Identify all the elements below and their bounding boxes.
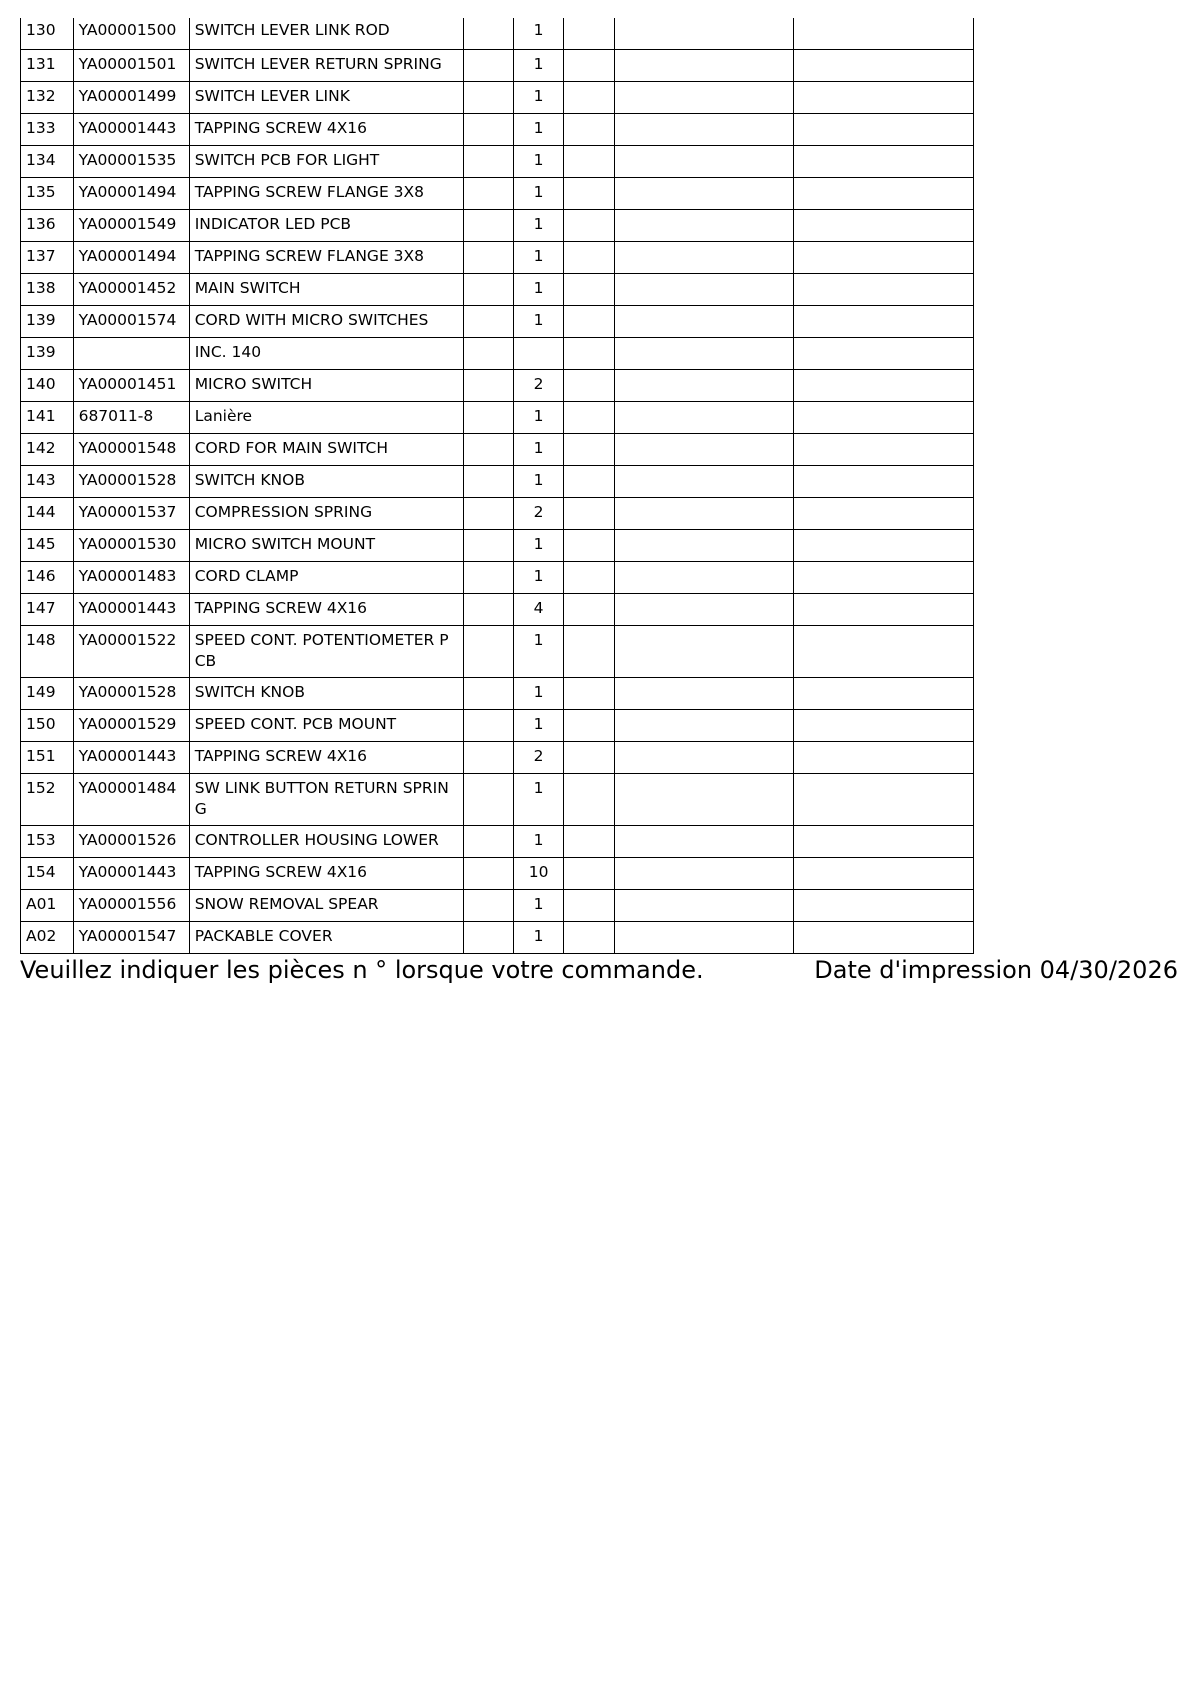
empty-cell [564,742,614,774]
empty-cell [614,826,794,858]
quantity-cell: 1 [513,274,563,306]
part-number-cell: YA00001452 [73,274,189,306]
empty-cell [614,466,794,498]
empty-cell [794,242,974,274]
table-row [21,210,974,242]
item-number-cell: 146 [21,562,74,594]
part-number-cell: YA00001484 [73,774,189,826]
empty-cell [463,678,513,710]
item-number-cell: 154 [21,858,74,890]
empty-cell [794,498,974,530]
empty-cell [794,274,974,306]
empty-cell [794,826,974,858]
empty-cell [794,370,974,402]
empty-cell [564,498,614,530]
description-cell: INDICATOR LED PCB [189,210,463,242]
empty-cell [614,678,794,710]
empty-cell [794,710,974,742]
empty-cell [564,826,614,858]
empty-cell [794,626,974,678]
empty-cell [564,466,614,498]
empty-cell [794,562,974,594]
empty-cell [463,626,513,678]
empty-cell [564,922,614,954]
item-number-cell: 138 [21,274,74,306]
part-number-cell: YA00001494 [73,178,189,210]
empty-cell [614,242,794,274]
empty-cell [794,594,974,626]
description-cell: CONTROLLER HOUSING LOWER [189,826,463,858]
empty-cell [614,146,794,178]
part-number-cell: YA00001483 [73,562,189,594]
quantity-cell: 1 [513,710,563,742]
part-number-cell: YA00001574 [73,306,189,338]
description-cell: TAPPING SCREW 4X16 [189,114,463,146]
quantity-cell [513,338,563,370]
empty-cell [614,434,794,466]
empty-cell [463,82,513,114]
item-number-cell: 145 [21,530,74,562]
table-row [21,742,974,774]
empty-cell [463,338,513,370]
item-number-cell: 136 [21,210,74,242]
empty-cell [564,50,614,82]
item-number-cell: 132 [21,82,74,114]
empty-cell [794,678,974,710]
item-number-cell: 144 [21,498,74,530]
item-number-cell: 130 [21,18,74,50]
part-number-cell: YA00001500 [73,18,189,50]
part-number-cell: YA00001494 [73,242,189,274]
item-number-cell: 137 [21,242,74,274]
empty-cell [564,146,614,178]
part-number-cell: YA00001528 [73,466,189,498]
quantity-cell: 1 [513,626,563,678]
quantity-cell: 1 [513,146,563,178]
part-number-cell: YA00001522 [73,626,189,678]
table-row [21,562,974,594]
empty-cell [614,858,794,890]
part-number-cell: YA00001530 [73,530,189,562]
quantity-cell: 2 [513,498,563,530]
table-row [21,774,974,826]
item-number-cell: 135 [21,178,74,210]
part-number-cell: YA00001547 [73,922,189,954]
print-date: Date d'impression 04/30/2026 [814,956,1178,984]
description-cell: SWITCH KNOB [189,678,463,710]
empty-cell [564,774,614,826]
empty-cell [463,594,513,626]
table-row [21,858,974,890]
empty-cell [463,242,513,274]
parts-table [20,18,974,954]
item-number-cell: 133 [21,114,74,146]
empty-cell [614,498,794,530]
empty-cell [614,50,794,82]
table-row [21,710,974,742]
empty-cell [614,178,794,210]
table-row [21,274,974,306]
description-cell: SWITCH PCB FOR LIGHT [189,146,463,178]
table-row [21,178,974,210]
empty-cell [794,466,974,498]
quantity-cell: 1 [513,890,563,922]
item-number-cell: 152 [21,774,74,826]
item-number-cell: 147 [21,594,74,626]
table-row [21,50,974,82]
empty-cell [463,114,513,146]
quantity-cell: 1 [513,466,563,498]
table-row [21,530,974,562]
part-number-cell: YA00001537 [73,498,189,530]
empty-cell [794,114,974,146]
item-number-cell: 149 [21,678,74,710]
empty-cell [564,402,614,434]
item-number-cell: 143 [21,466,74,498]
part-number-cell: YA00001535 [73,146,189,178]
empty-cell [463,18,513,50]
table-row [21,306,974,338]
description-cell: COMPRESSION SPRING [189,498,463,530]
part-number-cell: YA00001443 [73,594,189,626]
item-number-cell: 141 [21,402,74,434]
part-number-cell [73,338,189,370]
description-cell: SNOW REMOVAL SPEAR [189,890,463,922]
item-number-cell: 150 [21,710,74,742]
empty-cell [794,742,974,774]
order-instruction-note: Veuillez indiquer les pièces n ° lorsque votre commande. [20,956,704,984]
table-row [21,498,974,530]
quantity-cell: 1 [513,50,563,82]
empty-cell [463,890,513,922]
parts-table-body [21,18,974,954]
empty-cell [564,594,614,626]
table-row [21,626,974,678]
empty-cell [794,858,974,890]
description-cell: TAPPING SCREW FLANGE 3X8 [189,242,463,274]
table-row [21,434,974,466]
empty-cell [794,402,974,434]
empty-cell [564,274,614,306]
empty-cell [794,18,974,50]
table-row [21,242,974,274]
item-number-cell: 134 [21,146,74,178]
empty-cell [794,774,974,826]
table-row [21,594,974,626]
part-number-cell: YA00001549 [73,210,189,242]
quantity-cell: 1 [513,114,563,146]
table-row [21,922,974,954]
empty-cell [794,178,974,210]
item-number-cell: 153 [21,826,74,858]
table-row [21,890,974,922]
empty-cell [463,466,513,498]
description-cell: SWITCH LEVER LINK ROD [189,18,463,50]
empty-cell [463,922,513,954]
empty-cell [564,178,614,210]
quantity-cell: 1 [513,402,563,434]
empty-cell [564,338,614,370]
quantity-cell: 1 [513,562,563,594]
empty-cell [564,370,614,402]
table-row [21,146,974,178]
quantity-cell: 1 [513,306,563,338]
empty-cell [564,82,614,114]
empty-cell [564,530,614,562]
empty-cell [614,338,794,370]
empty-cell [564,242,614,274]
item-number-cell: 139 [21,338,74,370]
quantity-cell: 1 [513,18,563,50]
description-cell: MICRO SWITCH MOUNT [189,530,463,562]
empty-cell [794,890,974,922]
empty-cell [794,922,974,954]
empty-cell [564,210,614,242]
empty-cell [614,710,794,742]
item-number-cell: 151 [21,742,74,774]
empty-cell [564,434,614,466]
table-row [21,370,974,402]
empty-cell [614,18,794,50]
empty-cell [564,710,614,742]
empty-cell [463,50,513,82]
quantity-cell: 2 [513,742,563,774]
empty-cell [614,210,794,242]
description-cell: TAPPING SCREW 4X16 [189,858,463,890]
table-row [21,466,974,498]
part-number-cell: YA00001548 [73,434,189,466]
empty-cell [614,82,794,114]
quantity-cell: 10 [513,858,563,890]
empty-cell [614,402,794,434]
description-cell: SW LINK BUTTON RETURN SPRING [189,774,463,826]
empty-cell [794,210,974,242]
empty-cell [463,146,513,178]
empty-cell [463,562,513,594]
empty-cell [564,306,614,338]
empty-cell [614,922,794,954]
empty-cell [794,146,974,178]
quantity-cell: 1 [513,922,563,954]
empty-cell [614,530,794,562]
empty-cell [794,82,974,114]
description-cell: PACKABLE COVER [189,922,463,954]
description-cell: SWITCH LEVER RETURN SPRING [189,50,463,82]
empty-cell [614,890,794,922]
empty-cell [614,306,794,338]
empty-cell [614,562,794,594]
item-number-cell: A01 [21,890,74,922]
description-cell: TAPPING SCREW FLANGE 3X8 [189,178,463,210]
empty-cell [614,626,794,678]
quantity-cell: 1 [513,774,563,826]
table-row [21,826,974,858]
empty-cell [463,826,513,858]
description-cell: CORD FOR MAIN SWITCH [189,434,463,466]
quantity-cell: 4 [513,594,563,626]
part-number-cell: YA00001526 [73,826,189,858]
quantity-cell: 2 [513,370,563,402]
quantity-cell: 1 [513,210,563,242]
description-cell: CORD WITH MICRO SWITCHES [189,306,463,338]
empty-cell [463,402,513,434]
quantity-cell: 1 [513,82,563,114]
empty-cell [564,858,614,890]
empty-cell [463,858,513,890]
item-number-cell: 148 [21,626,74,678]
part-number-cell: YA00001443 [73,858,189,890]
empty-cell [564,890,614,922]
empty-cell [463,306,513,338]
empty-cell [564,562,614,594]
empty-cell [463,774,513,826]
item-number-cell: 131 [21,50,74,82]
part-number-cell: YA00001451 [73,370,189,402]
item-number-cell: A02 [21,922,74,954]
table-row [21,18,974,50]
table-row [21,338,974,370]
part-number-cell: YA00001501 [73,50,189,82]
part-number-cell: YA00001443 [73,114,189,146]
empty-cell [614,114,794,146]
quantity-cell: 1 [513,178,563,210]
empty-cell [794,306,974,338]
quantity-cell: 1 [513,434,563,466]
item-number-cell: 140 [21,370,74,402]
quantity-cell: 1 [513,826,563,858]
empty-cell [614,742,794,774]
empty-cell [463,434,513,466]
parts-list [20,18,974,954]
description-cell: CORD CLAMP [189,562,463,594]
item-number-cell: 139 [21,306,74,338]
description-cell: SPEED CONT. POTENTIOMETER PCB [189,626,463,678]
description-cell: INC. 140 [189,338,463,370]
part-number-cell: YA00001556 [73,890,189,922]
empty-cell [614,594,794,626]
table-row [21,82,974,114]
part-number-cell: YA00001443 [73,742,189,774]
empty-cell [463,530,513,562]
description-cell: SWITCH KNOB [189,466,463,498]
part-number-cell: YA00001499 [73,82,189,114]
empty-cell [564,114,614,146]
empty-cell [614,370,794,402]
empty-cell [564,18,614,50]
empty-cell [463,370,513,402]
empty-cell [463,178,513,210]
description-cell: TAPPING SCREW 4X16 [189,594,463,626]
table-row [21,402,974,434]
empty-cell [463,210,513,242]
empty-cell [794,434,974,466]
description-cell: SWITCH LEVER LINK [189,82,463,114]
empty-cell [614,774,794,826]
empty-cell [463,742,513,774]
description-cell: Lanière [189,402,463,434]
empty-cell [794,338,974,370]
description-cell: SPEED CONT. PCB MOUNT [189,710,463,742]
empty-cell [794,50,974,82]
empty-cell [614,274,794,306]
item-number-cell: 142 [21,434,74,466]
empty-cell [794,530,974,562]
quantity-cell: 1 [513,678,563,710]
empty-cell [463,498,513,530]
part-number-cell: YA00001529 [73,710,189,742]
empty-cell [564,626,614,678]
table-row [21,114,974,146]
quantity-cell: 1 [513,242,563,274]
empty-cell [564,678,614,710]
table-row [21,678,974,710]
description-cell: MAIN SWITCH [189,274,463,306]
description-cell: MICRO SWITCH [189,370,463,402]
quantity-cell: 1 [513,530,563,562]
empty-cell [463,274,513,306]
part-number-cell: 687011-8 [73,402,189,434]
description-cell: TAPPING SCREW 4X16 [189,742,463,774]
part-number-cell: YA00001528 [73,678,189,710]
empty-cell [463,710,513,742]
